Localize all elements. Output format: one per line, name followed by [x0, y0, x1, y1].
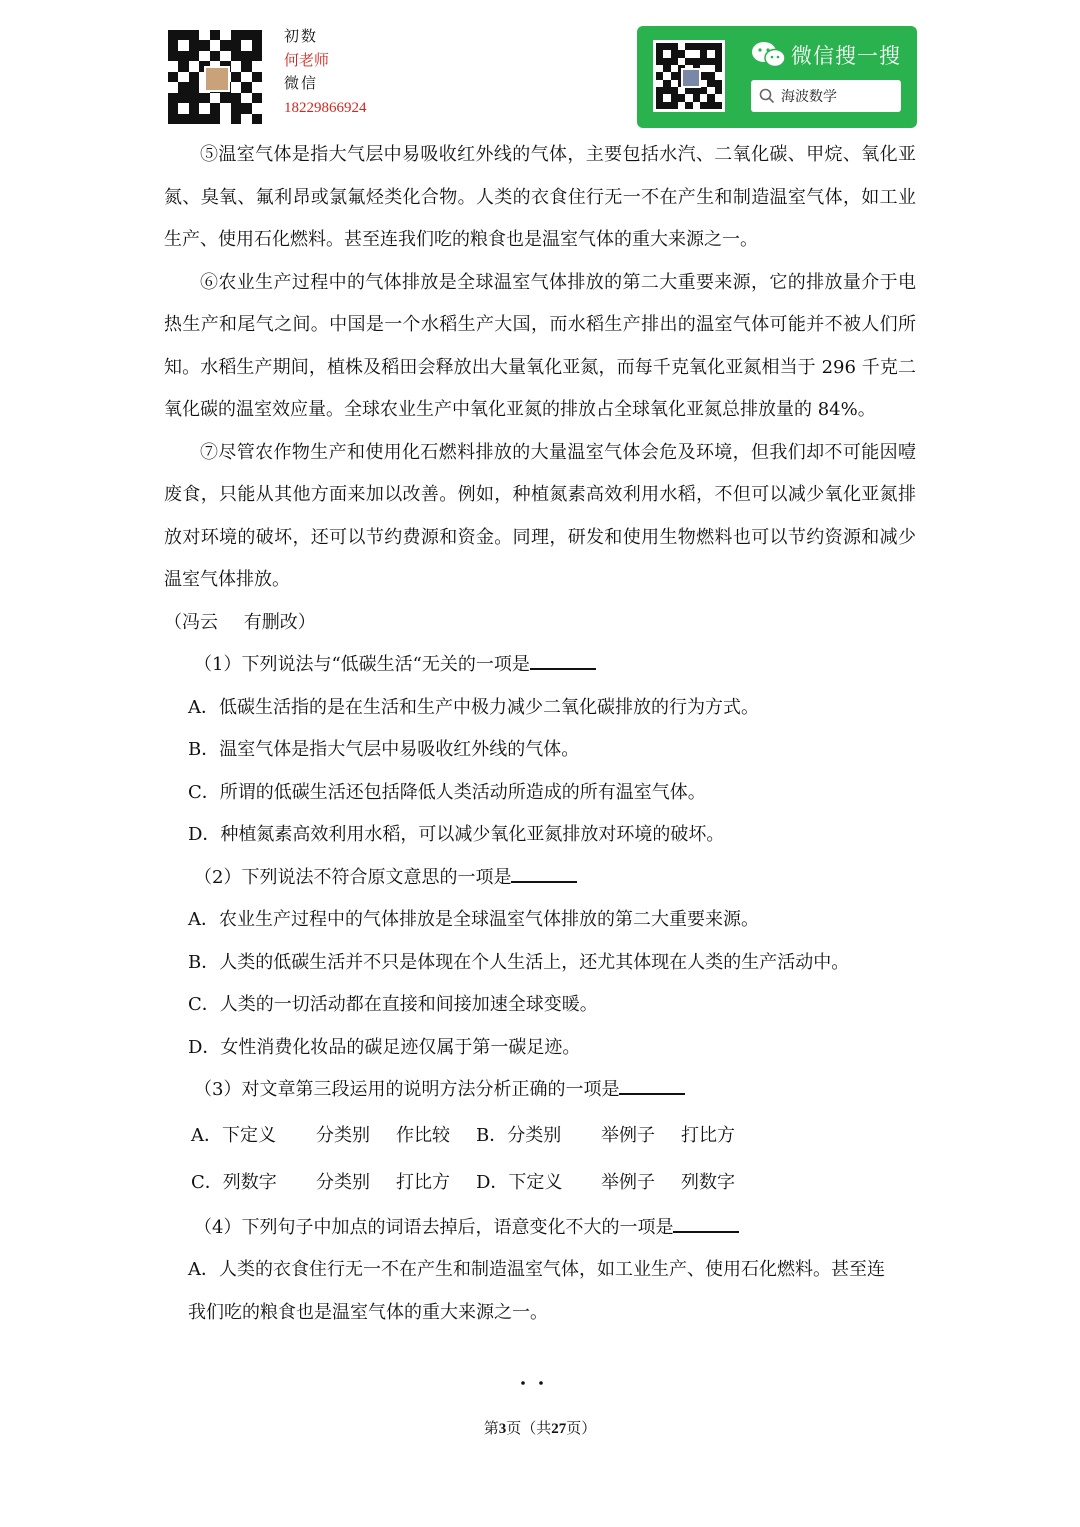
contact-phone: 18229866924: [284, 99, 367, 116]
q3-opt-d-1: D．下定义: [476, 1172, 563, 1193]
question-4-text: （4）下列句子中加点的词语去掉后，语意变化不大的一项是: [194, 1216, 674, 1238]
question-1-option-d: D．种植氮素高效利用水稻，可以减少氧化亚氮排放对环境的破坏。: [188, 824, 725, 845]
answer-blank: [511, 863, 577, 883]
question-2-option-b: B．人类的低碳生活并不只是体现在个人生活上，还尤其体现在人类的生产活动中。: [188, 951, 850, 973]
footer-total-pages: 27: [551, 1421, 567, 1437]
question-3-text: （3）对文章第三段运用的说明方法分析正确的一项是: [194, 1079, 620, 1100]
passage-paragraph-6: ⑥农业生产过程中的气体排放是全球温室气体排放的第二大重要来源，它的排放量介于电热生产和尾气之间。中国是一个水稻生产大国，而水稻生产排出的温室气体可能并不被人们所知。水稻生产期间，植株及稻田会释放出大量氧化亚氮，而每千克氧化亚氮相当于 296 千克二氧化碳的温室效应量。全球农业生产中氧化亚氮的排放占全球氧化亚氮总排放量的 84%。: [164, 271, 916, 420]
question-3-options-cd: [164, 1159, 916, 1207]
question-2-stem: [164, 857, 916, 900]
document-body: [164, 134, 916, 1334]
wechat-icon: [751, 40, 787, 70]
q3-opt-a-2: 分类别: [316, 1124, 370, 1146]
contact-teacher: 何老师: [284, 52, 330, 69]
q3-opt-c-2: 分类别: [316, 1172, 370, 1193]
question-4-stem: [164, 1207, 916, 1250]
wechat-search-text: 海波数学: [781, 89, 837, 105]
passage-source: （冯云 有删改）: [164, 611, 316, 633]
q3-opt-d-3: 列数字: [681, 1172, 735, 1193]
answer-blank: [530, 650, 596, 670]
search-icon: [759, 88, 775, 104]
question-4-option-a-line2: 我们吃的粮食也是温室气体的重大来源之一。: [188, 1301, 548, 1323]
q3-opt-b-3: 打比方: [681, 1124, 735, 1146]
question-3-stem: [164, 1069, 916, 1112]
q3-opt-b-2: 举例子: [601, 1124, 655, 1146]
wechat-search-title: 微信搜一搜: [791, 44, 901, 68]
page-footer: [0, 1417, 1080, 1438]
question-1-stem: [164, 644, 916, 687]
footer-suffix: 页）: [566, 1421, 597, 1437]
emphasis-dots: [518, 1380, 548, 1386]
contact-info: [284, 26, 367, 120]
question-2-option-c: C．人类的一切活动都在直接和间接加速全球变暖。: [188, 994, 598, 1015]
question-1-option-c: C．所谓的低碳生活还包括降低人类活动所造成的所有温室气体。: [188, 781, 706, 803]
answer-blank: [619, 1075, 685, 1095]
q3-opt-d-2: 举例子: [601, 1172, 655, 1193]
answer-blank: [673, 1213, 739, 1233]
wechat-search-box[interactable]: [751, 80, 901, 112]
question-4-option-a-line1: A．人类的衣食住行无一不在产生和制造温室气体，如工业生产、使用石化燃料。甚至连: [188, 1259, 885, 1280]
passage-paragraph-7: ⑦尽管农作物生产和使用化石燃料排放的大量温室气体会危及环境，但我们却不可能因噎废食，只能从其他方面来加以改善。例如，种植氮素高效利用水稻，不但可以减少氧化亚氮排放对环境的破坏，还可以节约费源和资金。同理，研发和使用生物燃料也可以节约资源和减少温室气体排放。: [164, 441, 916, 590]
contact-line1: 初数: [284, 29, 319, 45]
footer-mid: 页（共: [506, 1421, 552, 1437]
question-2-option-d: D．女性消费化妆品的碳足迹仅属于第一碳足迹。: [188, 1036, 581, 1058]
passage-paragraph-5: ⑤温室气体是指大气层中易吸收红外线的气体，主要包括水汽、二氧化碳、甲烷、氧化亚氮、臭氧、氟利昂或氯氟烃类化合物。人类的衣食住行无一不在产生和制造温室气体，如工业生产、使用石化燃料。甚至连我们吃的粮食也是温室气体的重大来源之一。: [164, 144, 916, 250]
q3-opt-c-3: 打比方: [396, 1172, 450, 1193]
footer-page-number: 3: [498, 1421, 507, 1437]
question-2-option-a: A．农业生产过程中的气体排放是全球温室气体排放的第二大重要来源。: [188, 909, 759, 930]
q3-opt-c-1: C．列数字: [191, 1172, 277, 1193]
question-2-text: （2）下列说法不符合原文意思的一项是: [194, 866, 512, 888]
qr-logo-icon: [681, 68, 701, 88]
q3-opt-a-1: A．下定义: [191, 1124, 276, 1146]
q3-opt-a-3: 作比较: [396, 1124, 450, 1146]
question-1-option-a: A．低碳生活指的是在生活和生产中极力减少二氧化碳排放的行为方式。: [188, 696, 759, 718]
q3-opt-b-1: B．分类别: [476, 1124, 562, 1146]
qr-code-right: [653, 40, 725, 112]
question-1-option-b: B．温室气体是指大气层中易吸收红外线的气体。: [188, 739, 580, 760]
question-1-text: （1）下列说法与“低碳生活“无关的一项是: [194, 654, 530, 675]
qr-code-left: [168, 30, 262, 124]
qr-avatar-icon: [204, 66, 231, 93]
contact-line3: 微信: [284, 76, 319, 92]
footer-prefix: 第: [483, 1421, 499, 1437]
wechat-search-banner[interactable]: [637, 26, 917, 128]
question-3-options-ab: [164, 1112, 916, 1160]
